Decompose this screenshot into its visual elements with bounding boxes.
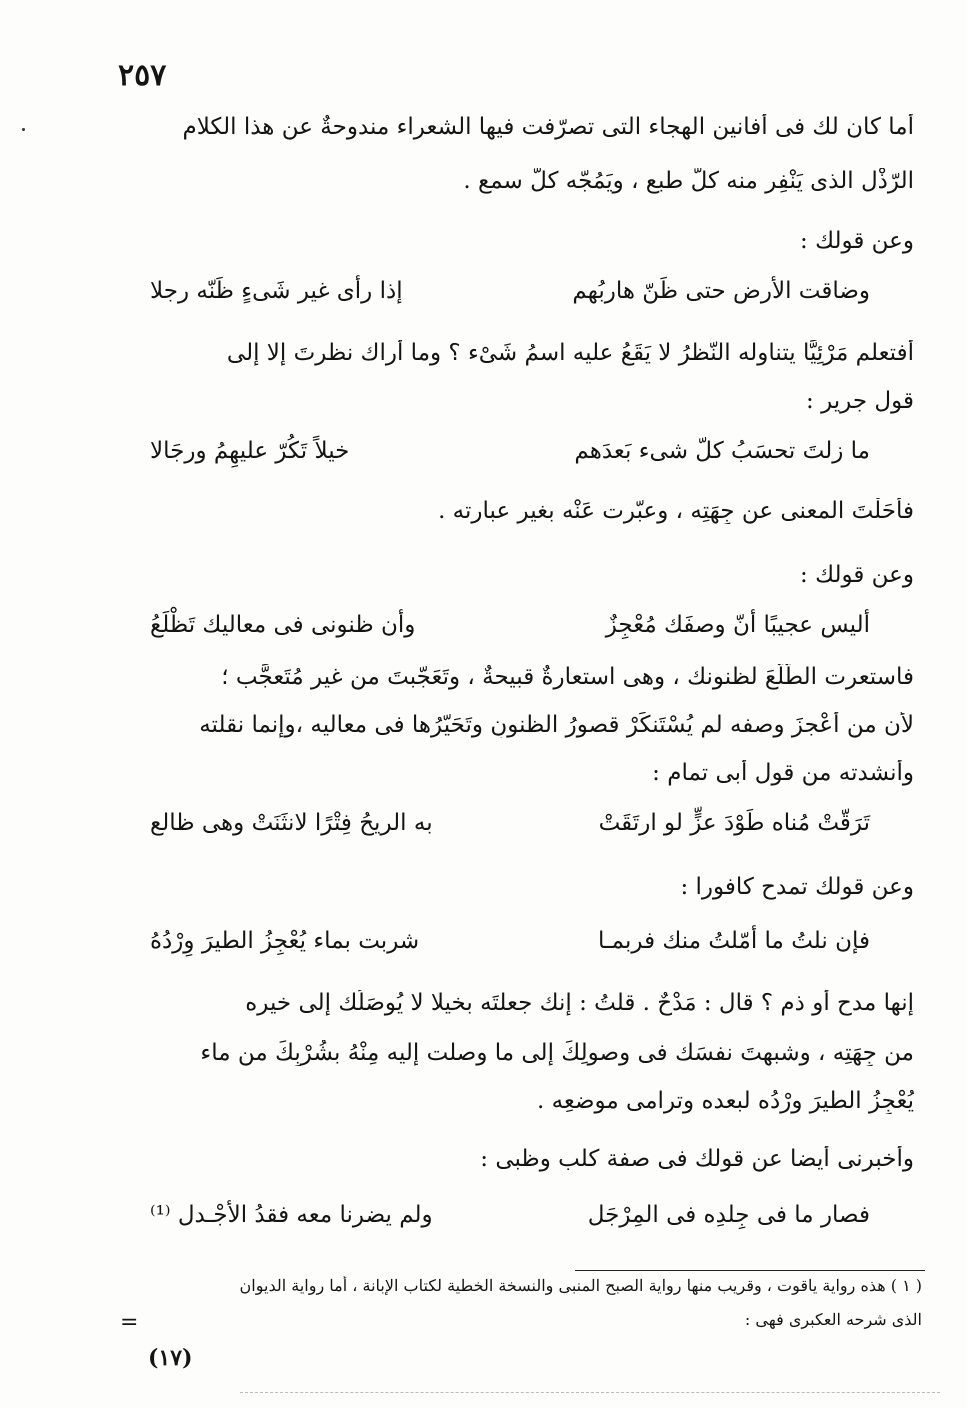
verse-line [150, 928, 870, 972]
footnote-rule [575, 1270, 925, 1271]
verse-first-hemistich: تَرَقّتْ مُناه طَوْدَ عزٍّ لو ارتَقَتْ [598, 810, 870, 836]
signature-mark: (١٧) [148, 1345, 193, 1371]
footnote-continued-mark: = [120, 1310, 139, 1335]
page-number: ٢٥٧ [118, 58, 167, 93]
footnote-line: ( ١ ) هذه رواية ياقوت ، وقريب منها رواية الصبح المنبى والنسخة الخطية لكتاب الإبانة ، أما رواية الديوان [239, 1276, 922, 1295]
verse-second-hemistich: وأن ظنونى فى معاليك تَظْلَعُ [150, 612, 416, 638]
verse-first-hemistich: ما زلتَ تحسَبُ كلّ شىء بَعدَهم [574, 438, 870, 464]
verse-second-hemistich: شربت بماء يُعْجِزُ الطيرَ وِرْدُهُ [150, 928, 420, 954]
body-line: من جِهَتِه ، وشبهتَ نفسَك فى وصولِكَ إلى ما وصلت إليه مِنْهُ بشُرْبِكَ من ماء [200, 1040, 914, 1066]
speck [22, 128, 25, 131]
verse-line [150, 810, 870, 854]
bottom-edge-line [240, 1392, 940, 1393]
verse-second-hemistich: ولم يضرنا معه فقدُ الأجْـدل ⁽¹⁾ [150, 1202, 433, 1228]
verse-line [150, 1202, 870, 1246]
verse-line [150, 278, 870, 322]
verse-first-hemistich: فإن نلتُ ما أمّلتُ منك فربمـا [597, 928, 870, 954]
body-line: فأحَلْتَ المعنى عن جِهَتِه ، وعبّرت عَنْه بغير عبارته . [438, 498, 914, 524]
verse-second-hemistich: به الريحُ فِتْرًا لانثَنَتْ وهى ظالع [150, 810, 433, 836]
body-line: وأنشدته من قول أبى تمام : [652, 760, 914, 786]
body-line: الرّذْل الذى يَنْفِر منه كلّ طبع ، ويَمُجّه كلّ سمع . [463, 168, 914, 194]
body-line: أفتعلم مَرْئِيًّا يتناوله النّظرُ لا يَقَعُ عليه اسمُ شَىْء ؟ وما أراك نظرتَ إلا إلى [226, 340, 914, 366]
body-line: وأخبرنى أيضا عن قولك فى صفة كلب وظبى : [480, 1146, 914, 1172]
body-line: إنها مدح أو ذم ؟ قال : مَدْحٌ . قلتُ : إنك جعلتَه بخيلا لا يُوصَلُك إلى خيره [245, 990, 914, 1016]
verse-line [150, 612, 870, 656]
verse-line [150, 438, 870, 482]
footnote-line: الذى شرحه العكبرى فهى : [744, 1310, 922, 1329]
verse-first-hemistich: وضاقت الأرض حتى ظَنّ هاربُهم [572, 278, 870, 304]
body-line: وعن قولك تمدح كافورا : [680, 874, 914, 900]
verse-first-hemistich: أليس عجيبًا أنّ وصفَك مُعْجِزٌ [605, 612, 870, 638]
body-line: قول جرير : [806, 388, 914, 414]
verse-second-hemistich: خيلاً تَكُرّ عليهِمُ ورجَالا [150, 438, 350, 464]
body-line: أما كان لك فى أفانين الهجاء التى تصرّفت فيها الشعراء مندوحةٌ عن هذا الكلام [182, 114, 914, 140]
verse-first-hemistich: فصار ما فى جِلدِه فى المِرْجَل [587, 1202, 870, 1228]
verse-second-hemistich: إذا رأى غير شَىءٍ ظَنّه رجلا [150, 278, 403, 304]
body-line: فاستعرت الطّلّعَ لظنونك ، وهى استعارةٌ قبيحةٌ ، وتَعَجّبتَ من غير مُتَعجَّب ؛ [221, 664, 914, 690]
body-line: وعن قولك : [800, 562, 914, 588]
body-line: لأن من أعْجزَ وصفه لم يُسْتَنكَرْ قصورُ الظنونِ وتَحَيّرُها فى معاليه ،وإنما نقلته [199, 712, 914, 738]
body-line: يُعْجِزُ الطيرَ وِرْدُه لبعده وترامى موضعِه . [536, 1088, 914, 1114]
body-line: وعن قولك : [800, 228, 914, 254]
